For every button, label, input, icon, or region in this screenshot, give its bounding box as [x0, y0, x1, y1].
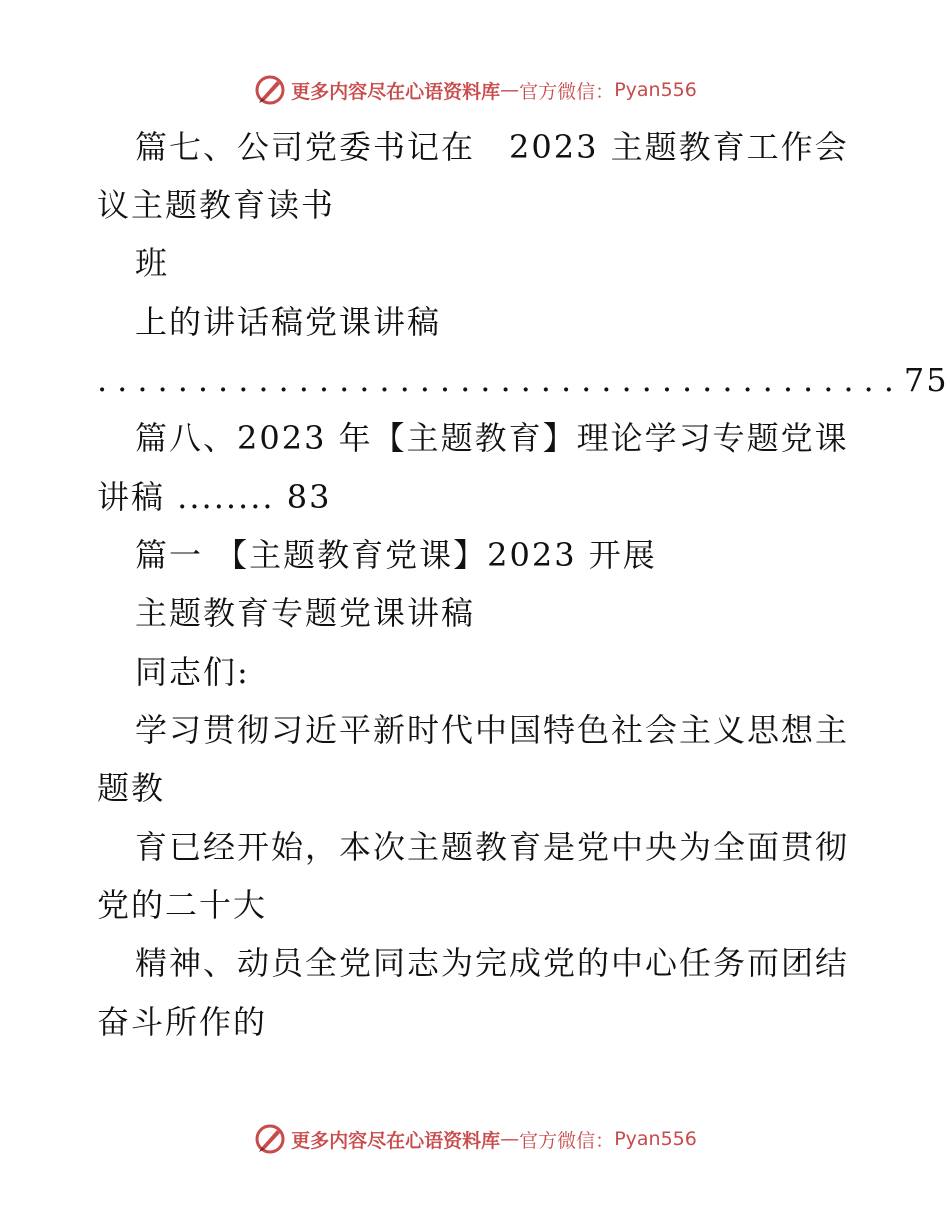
banner-wechat-id: Pyan556	[614, 1128, 697, 1150]
text-line: 篇七、公司党委书记在 2023 主题教育工作会	[135, 128, 849, 166]
banner-dash: —	[500, 79, 520, 101]
text-line: 主题教育专题党课讲稿	[135, 594, 476, 632]
text-line: 班	[135, 244, 170, 282]
quill-logo-icon	[253, 73, 287, 107]
text-line: 篇一 【主题教育党课】2023 开展	[135, 536, 657, 574]
text-line: 奋斗所作的	[97, 1003, 268, 1041]
text-line: 育已经开始，本次主题教育是党中央为全面贯彻	[135, 828, 850, 866]
text-line: 讲稿 ........ 83	[97, 478, 332, 516]
text-line: 题教	[97, 769, 166, 807]
toc-page-number: 75	[903, 361, 949, 399]
toc-leader-line	[97, 360, 949, 400]
banner-site-name: 更多内容尽在心语资料库	[291, 1129, 501, 1152]
header-watermark-banner	[0, 70, 950, 110]
text-line: 议主题教育读书	[97, 186, 336, 224]
banner-site-name: 更多内容尽在心语资料库	[291, 80, 501, 103]
text-line: 党的二十大	[97, 886, 268, 924]
text-line: 学习贯彻习近平新时代中国特色社会主义思想主	[135, 711, 850, 749]
text-line: 上的讲话稿党课讲稿	[135, 303, 442, 341]
toc-dot-leader: ........................................	[97, 361, 904, 399]
banner-wechat-label: 官方微信：	[519, 1129, 615, 1152]
banner-dash: —	[500, 1128, 520, 1150]
text-line: 篇八、2023 年【主题教育】理论学习专题党课	[135, 419, 849, 457]
footer-watermark-banner	[0, 1119, 950, 1159]
banner-wechat-label: 官方微信：	[519, 80, 615, 103]
banner-wechat-id: Pyan556	[614, 79, 697, 101]
text-line: 精神、动员全党同志为完成党的中心任务而团结	[135, 944, 850, 982]
text-line: 同志们:	[135, 653, 250, 691]
quill-logo-icon	[253, 1122, 287, 1156]
